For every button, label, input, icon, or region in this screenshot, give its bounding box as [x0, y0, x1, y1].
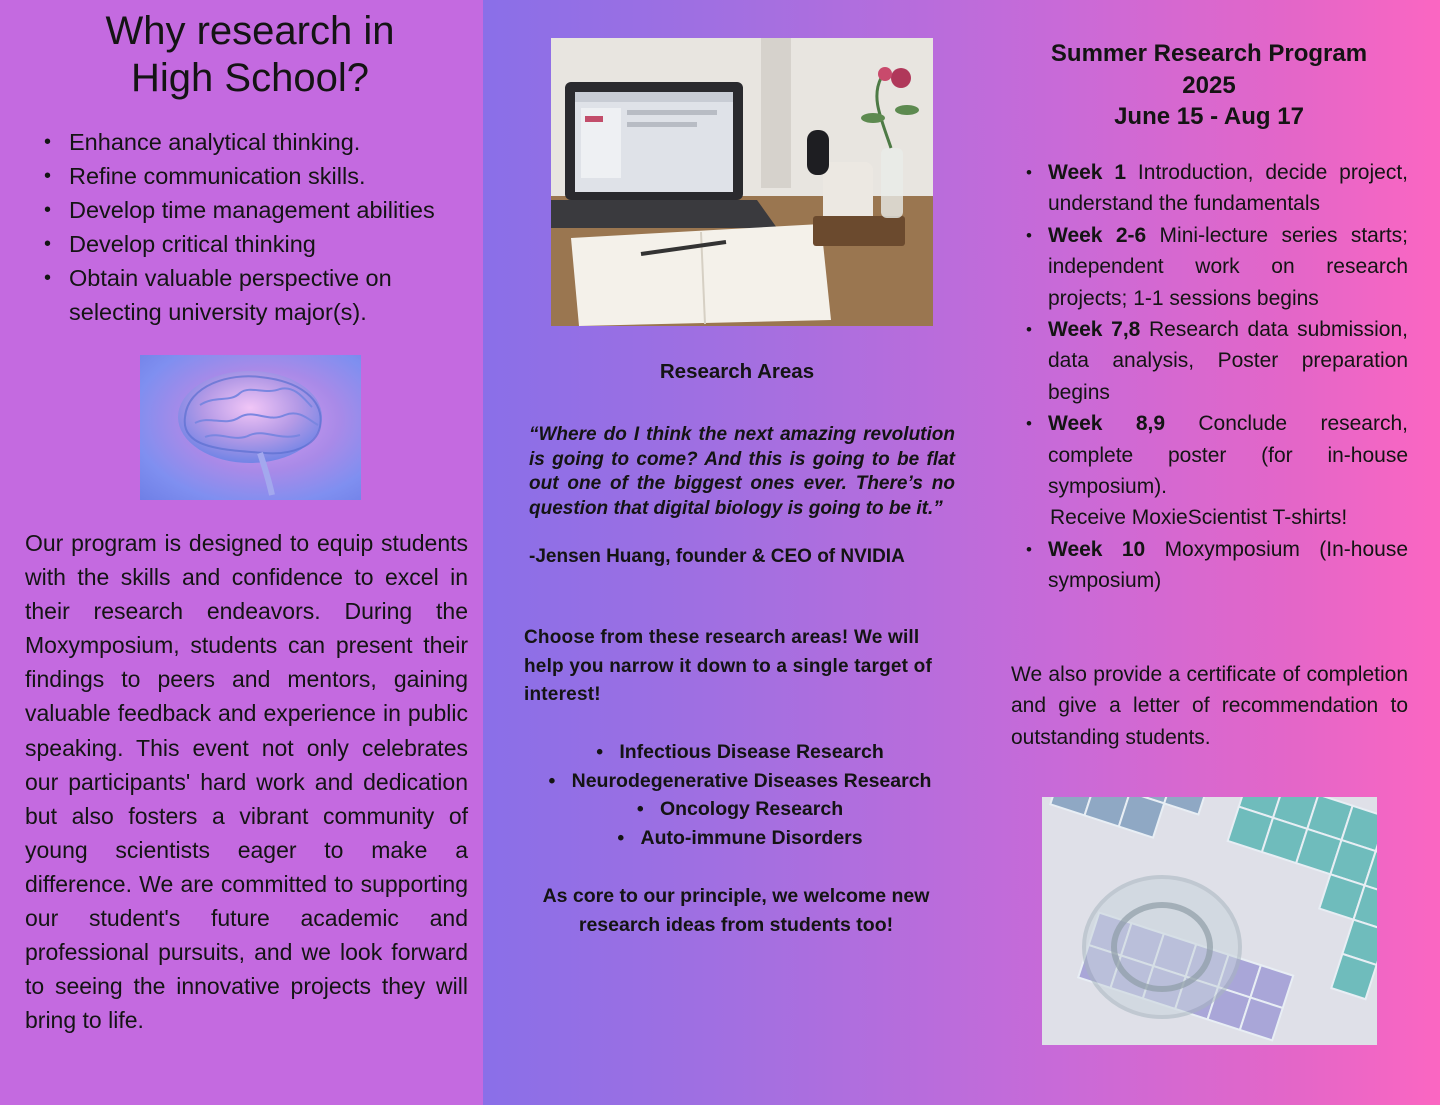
week-description: Introduction, decide project, understand the fundamentals: [1048, 161, 1408, 216]
week-description: Research data submission, data analysis, Poster preparation begins: [1048, 318, 1408, 404]
title-line-1: Why research in: [105, 9, 395, 53]
week-label: Week 2-6: [1048, 223, 1147, 247]
schedule-item: [1022, 220, 1408, 314]
week-description: Conclude research, complete poster (for in-house symposium).: [1048, 412, 1408, 499]
certificate-text: We also provide a certificate of completion and give a letter of recommendation to outstanding students.: [1011, 663, 1408, 749]
benefit-item: • Enhance analytical thinking.: [44, 125, 474, 159]
schedule-list: [1022, 157, 1408, 597]
week-label: Week 8,9: [1048, 412, 1166, 436]
program-title-line-2: 2025: [1182, 71, 1236, 99]
week-description: Mini-lecture series starts; independent work on research projects; 1-1 sessions begins: [1048, 223, 1408, 310]
research-areas-heading: Research Areas: [659, 360, 815, 383]
benefit-item: • Refine communication skills.: [44, 159, 474, 193]
program-title: [1010, 38, 1408, 133]
schedule-item: [1022, 534, 1408, 597]
quote-text: “Where do I think the next amazing revolution is going to come? And this is going to be flat out one of the biggest ones ever. There’s no question that digital biology is going to be it.”: [529, 424, 955, 519]
week-label: Week 10: [1048, 537, 1146, 561]
program-dates: June 15 - Aug 17: [1114, 103, 1304, 130]
benefits-list: [44, 125, 474, 329]
schedule-extra-note: Receive MoxieScientist T-shirts!: [1050, 506, 1348, 530]
research-areas-list: [500, 738, 980, 853]
research-area-item: • Auto-immune Disorders: [500, 824, 980, 853]
program-description: Our program is designed to equip students with the skills and confidence to excel in their research endeavors. During the Moxymposium, students can present their findings to peers and mentors, gaining valuable feedback and experience in public speaking. This event not only celebrates our participants' hard work and dedication but also fosters a vibrant community of young scientists eager to make a difference. We are committed to supporting our student's future academic and professional pursuits, and we look forward to seeing the innovative projects they will bring to life.: [25, 530, 468, 1034]
week-label: Week 7,8: [1048, 318, 1141, 342]
week-label: Week 1: [1048, 161, 1127, 184]
title-line-2: High School?: [131, 56, 369, 100]
brain-photo: [140, 355, 361, 500]
benefit-item: • Develop critical thinking: [44, 227, 474, 261]
schedule-item: [1022, 157, 1408, 220]
schedule-item: [1022, 408, 1408, 502]
research-area-item: • Oncology Research: [500, 795, 980, 824]
research-area-item: • Infectious Disease Research: [500, 738, 980, 767]
schedule-item: [1022, 314, 1408, 408]
benefit-item: • Develop time management abilities: [44, 193, 474, 227]
principle-text: As core to our principle, we welcome new research ideas from students too!: [542, 885, 930, 936]
why-research-title: [0, 8, 500, 102]
benefit-item: • Obtain valuable perspective on selecting university major(s).: [44, 261, 474, 329]
week-description: Moxymposium (In-house symposium): [1048, 537, 1409, 593]
periodic-table-photo: [1042, 797, 1377, 1045]
choose-areas-text: Choose from these research areas! We will help you narrow it down to a single target of interest!: [524, 627, 933, 705]
program-title-line-1: Summer Research Program: [1050, 40, 1368, 67]
quote-attribution: -Jensen Huang, founder & CEO of NVIDIA: [529, 546, 905, 567]
research-area-item: • Neurodegenerative Diseases Research: [500, 767, 980, 796]
laptop-desk-photo: [551, 38, 933, 326]
